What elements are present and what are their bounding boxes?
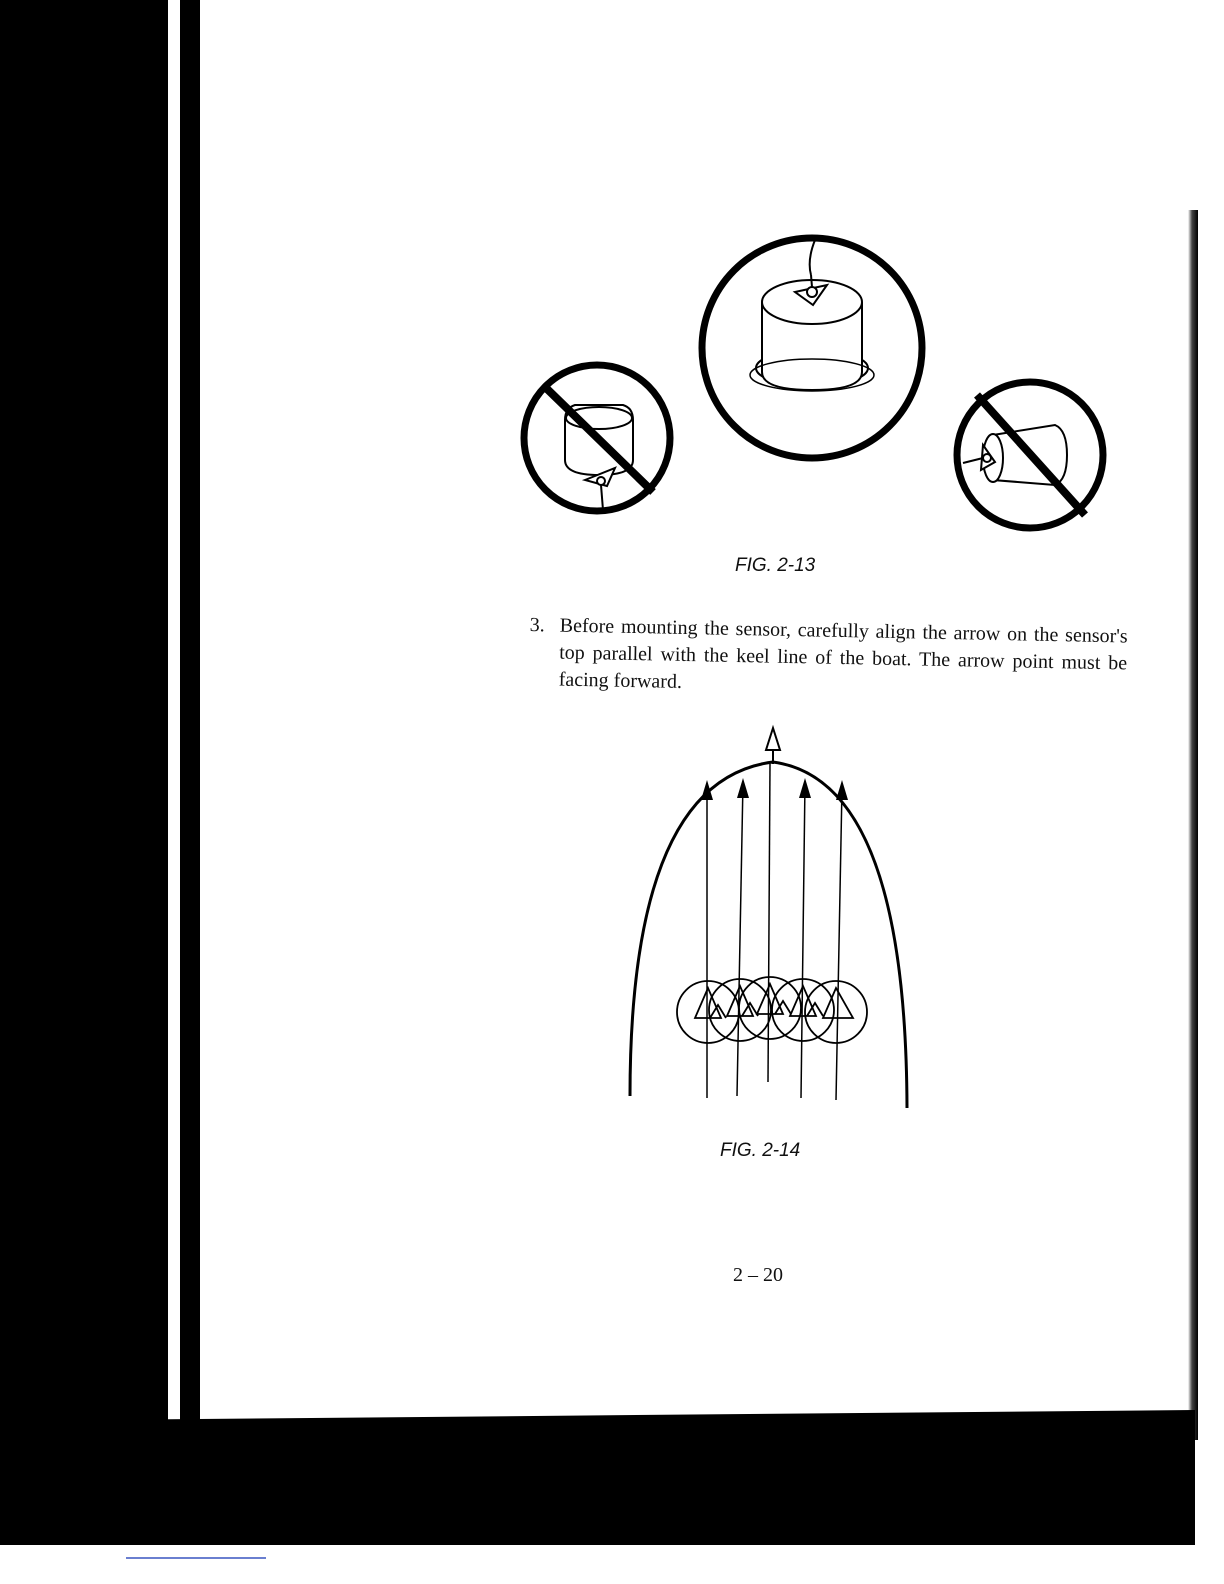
figure-2-13-sensor-orientation [515,230,1115,540]
figure-2-14-caption: FIG. 2-14 [720,1140,801,1161]
step-number: 3. [529,613,545,637]
figure-2-13-caption: FIG. 2-13 [735,555,816,576]
step-text: Before mounting the sensor, carefully align the arrow on the sensor's top parallel with the keel line of the boat. The arrow point must be facing forward. [558,614,1128,693]
upside-down-sensor-icon [524,365,670,511]
upright-sensor-icon [702,238,922,458]
sideways-sensor-icon [957,382,1103,528]
forward-arrow-icon [766,728,780,750]
step-3-paragraph [529,612,1130,693]
page-number: 2 – 20 [733,1264,783,1286]
figure-2-14-keel-alignment [600,720,930,1120]
keel-lines [707,764,842,1100]
